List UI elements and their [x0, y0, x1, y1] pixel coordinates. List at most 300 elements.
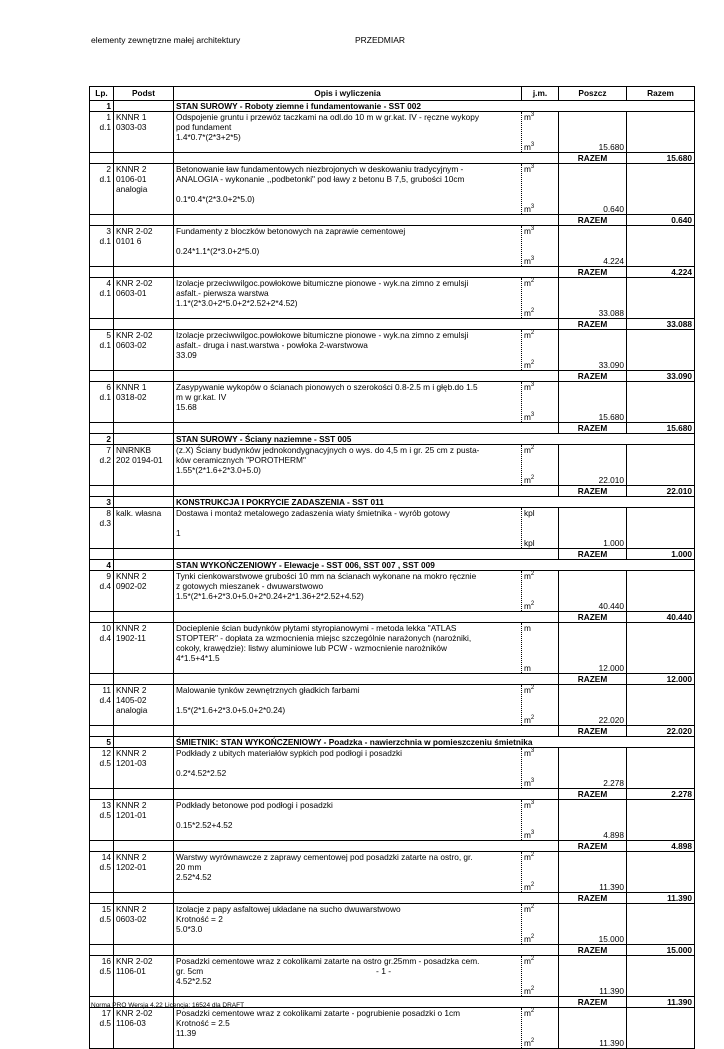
item-description-line: Izolacje z papy asfaltowej układane na sucho dwuwarstwowo [176, 904, 401, 914]
item-quantity: 11.390 [559, 852, 627, 893]
item-calculation: 1.1*(2*3.0+2*5.0+2*2.52+2*4.52) [176, 298, 298, 308]
item-description-line: Krotność = 2 [176, 914, 223, 924]
item-unit-spacer [524, 643, 556, 653]
table-row [90, 382, 695, 423]
item-description-line: Posadzki cementowe wraz z cokolikami zatarte - pogrubienie posadzki o 1cm [176, 1008, 461, 1018]
sum-blank-opis [174, 319, 559, 330]
table-header-row [90, 87, 695, 101]
section-title: STAN SUROWY - Roboty ziemne i fundamentowanie - SST 002 [174, 101, 695, 112]
sum-blank-podst [114, 674, 174, 685]
item-number: 17 [101, 1008, 111, 1018]
item-unit-spacer [524, 695, 556, 705]
section-row [90, 434, 695, 445]
sum-label: RAZEM [559, 549, 627, 560]
item-description-line: Podkłady betonowe pod podłogi i posadzki [176, 800, 333, 810]
item-lp [90, 1008, 114, 1049]
item-unit-cell [522, 508, 559, 549]
sum-blank-podst [114, 549, 174, 560]
item-calculation: 2.52*4.52 [176, 872, 212, 882]
item-quantity: 15.680 [559, 112, 627, 153]
sum-blank-podst [114, 423, 174, 434]
item-unit-cell [522, 800, 559, 841]
item-basis-line: 0318-02 [116, 392, 147, 402]
sum-blank-podst [114, 215, 174, 226]
sum-blank-lp [90, 726, 114, 737]
section-row [90, 497, 695, 508]
item-unit-bottom: m [524, 715, 531, 725]
sum-blank-lp [90, 841, 114, 852]
item-basis-line: 1106-01 [116, 966, 146, 976]
col-header-poszcz: Poszcz [559, 87, 627, 101]
item-description [174, 330, 522, 371]
sum-label: RAZEM [559, 486, 627, 497]
item-quantity: 11.390 [559, 1008, 627, 1049]
item-description-line: z gotowych mieszanek - dwuwarstwowo [176, 581, 324, 591]
item-calculation: 1.4*0.7*(2*3+2*5) [176, 132, 241, 142]
item-description [174, 445, 522, 486]
item-description [174, 852, 522, 893]
item-number: 8 [106, 508, 111, 518]
item-section-ref: d.5 [99, 966, 111, 976]
item-lp [90, 800, 114, 841]
sum-blank-opis [174, 549, 559, 560]
sum-row [90, 893, 695, 904]
item-unit-top: m [524, 112, 531, 122]
item-description-spacer [176, 236, 519, 246]
sum-value: 4.224 [627, 267, 695, 278]
item-basis-line: KNNR 2 [116, 852, 147, 862]
sum-row [90, 215, 695, 226]
item-basis-line: 0603-02 [116, 340, 147, 350]
item-basis [114, 748, 174, 789]
section-title: ŚMIETNIK: STAN WYKOŃCZENIOWY - Poadzka - nawierzchnia w pomieszczeniu śmietnika [174, 737, 695, 748]
item-lp [90, 904, 114, 945]
item-calculation: 1.55*(2*1.6+2*3.0+5.0) [176, 465, 261, 475]
item-unit-bottom: kpl [524, 538, 535, 548]
item-description-line: m w gr.kat. IV [176, 392, 227, 402]
item-unit-spacer [524, 914, 556, 924]
item-description [174, 278, 522, 319]
item-number: 10 [101, 623, 111, 633]
item-description [174, 800, 522, 841]
item-basis-line: KNNR 2 [116, 800, 147, 810]
item-calculation: 1 [176, 528, 181, 538]
item-unit-cell [522, 956, 559, 997]
item-description [174, 112, 522, 153]
item-description [174, 508, 522, 549]
section-number: 4 [90, 560, 114, 571]
item-description-line: asfalt.- pierwsza warstwa [176, 288, 269, 298]
item-calculation: 33.09 [176, 350, 197, 360]
item-description [174, 956, 522, 997]
section-number: 3 [90, 497, 114, 508]
item-section-ref: d.5 [99, 810, 111, 820]
unit-exponent: 3 [530, 226, 535, 233]
unit-exponent: 3 [530, 748, 535, 755]
table-row [90, 1008, 695, 1049]
item-basis-line: 0902-02 [116, 581, 147, 591]
item-calculation: 1.5*(2*1.6+2*3.0+5.0+2*0.24) [176, 705, 286, 715]
section-podst-empty [114, 560, 174, 571]
item-calculation: 0.15*2.52+4.52 [176, 820, 233, 830]
item-unit-bottom: m [524, 204, 531, 214]
section-row [90, 101, 695, 112]
sum-blank-lp [90, 549, 114, 560]
item-unit-top: m [524, 852, 531, 862]
item-total-empty [627, 382, 695, 423]
sum-blank-opis [174, 726, 559, 737]
item-section-ref: d.1 [99, 122, 111, 132]
sum-value: 33.090 [627, 371, 695, 382]
item-unit-top: m [524, 1008, 531, 1018]
item-lp [90, 445, 114, 486]
item-quantity: 1.000 [559, 508, 627, 549]
item-number: 16 [101, 956, 111, 966]
item-section-ref: d.5 [99, 758, 111, 768]
item-unit-bottom: m [524, 256, 531, 266]
item-unit-bottom: m [524, 934, 531, 944]
item-unit-spacer [524, 705, 556, 715]
sum-blank-opis [174, 945, 559, 956]
item-basis [114, 330, 174, 371]
unit-exponent: 2 [530, 956, 535, 963]
item-unit-spacer [524, 528, 556, 538]
sum-label: RAZEM [559, 789, 627, 800]
item-total-empty [627, 278, 695, 319]
section-title: KONSTRUKCJA I POKRYCIE ZADASZENIA - SST 011 [174, 497, 695, 508]
unit-exponent: 2 [530, 360, 535, 367]
section-podst-empty [114, 497, 174, 508]
item-unit-spacer [524, 862, 556, 872]
sum-row [90, 371, 695, 382]
sum-value: 15.000 [627, 945, 695, 956]
item-quantity: 22.010 [559, 445, 627, 486]
item-unit-spacer [524, 184, 556, 194]
unit-exponent: 2 [530, 601, 535, 608]
item-unit-cell [522, 852, 559, 893]
item-description-line: Docieplenie ścian budynków płytami styropianowymi - metoda lekka "ATLAS [176, 623, 457, 633]
unit-exponent: 2 [530, 330, 535, 337]
unit-exponent: 3 [530, 142, 535, 149]
item-description-line: ANALOGIA - wykonanie ,,podbetonki" pod ławy z betonu B 7,5, grubości 10cm [176, 174, 465, 184]
item-unit-bottom: m [524, 778, 531, 788]
item-description-line: Podkłady z ubitych materiałów sypkich pod podłogi i posadzki [176, 748, 402, 758]
item-unit-spacer [524, 236, 556, 246]
item-unit-spacer [524, 591, 556, 601]
item-unit-cell [522, 685, 559, 726]
item-unit-spacer [524, 653, 556, 663]
item-unit-bottom: m [524, 308, 531, 318]
sum-value: 11.390 [627, 893, 695, 904]
unit-exponent: 3 [530, 204, 535, 211]
page-number: - 1 - [376, 966, 392, 976]
item-lp [90, 112, 114, 153]
item-unit-spacer [524, 1028, 556, 1038]
section-podst-empty [114, 434, 174, 445]
item-description-line: pod fundament [176, 122, 232, 132]
sum-value: 4.898 [627, 841, 695, 852]
item-lp [90, 571, 114, 612]
unit-exponent: 2 [530, 715, 535, 722]
item-unit-cell [522, 445, 559, 486]
sum-label: RAZEM [559, 893, 627, 904]
item-section-ref: d.3 [99, 518, 111, 528]
item-description [174, 571, 522, 612]
item-description-spacer [176, 518, 519, 528]
table-row [90, 852, 695, 893]
item-calculation: 0.1*0.4*(2*3.0+2*5.0) [176, 194, 255, 204]
unit-exponent: 2 [530, 445, 535, 452]
sum-label: RAZEM [559, 726, 627, 737]
item-section-ref: d.5 [99, 914, 111, 924]
item-unit-cell [522, 164, 559, 215]
item-unit-spacer [524, 350, 556, 360]
item-total-empty [627, 904, 695, 945]
sum-blank-lp [90, 319, 114, 330]
col-header-jm: j.m. [522, 87, 559, 101]
sum-value: 15.680 [627, 153, 695, 164]
sum-blank-podst [114, 789, 174, 800]
item-basis-line: KNNR 2 [116, 748, 147, 758]
section-number: 2 [90, 434, 114, 445]
item-total-empty [627, 571, 695, 612]
sum-blank-podst [114, 726, 174, 737]
table-row [90, 330, 695, 371]
sum-label: RAZEM [559, 319, 627, 330]
item-unit-top: m [524, 278, 531, 288]
item-basis-line: KNR 2-02 [116, 278, 153, 288]
sum-blank-opis [174, 841, 559, 852]
bill-of-quantities-table [89, 86, 695, 1049]
item-basis-line: KNNR 1 [116, 382, 147, 392]
item-description-line: 20 mm [176, 862, 202, 872]
item-calculation: 11.39 [176, 1028, 197, 1038]
table-row [90, 278, 695, 319]
item-basis-line: KNR 2-02 [116, 1008, 153, 1018]
item-basis-line: KNNR 1 [116, 112, 147, 122]
item-section-ref: d.1 [99, 340, 111, 350]
item-basis-line: 1902-11 [116, 633, 146, 643]
item-calculation: 0.24*1.1*(2*3.0+2*5.0) [176, 246, 260, 256]
item-description [174, 623, 522, 674]
item-description [174, 1008, 522, 1049]
sum-value: 0.640 [627, 215, 695, 226]
item-description-line: Fundamenty z bloczków betonowych na zaprawie cementowej [176, 226, 406, 236]
unit-exponent: 3 [530, 778, 535, 785]
sum-blank-lp [90, 215, 114, 226]
sum-blank-lp [90, 789, 114, 800]
unit-exponent: 2 [530, 1008, 535, 1015]
item-lp [90, 226, 114, 267]
item-description-line: Dostawa i montaż metalowego zadaszenia wiaty śmietnika - wyrób gotowy [176, 508, 450, 518]
sum-blank-lp [90, 945, 114, 956]
sum-label: RAZEM [559, 841, 627, 852]
table-row [90, 226, 695, 267]
item-lp [90, 623, 114, 674]
item-unit-bottom: m [524, 830, 531, 840]
item-unit-cell [522, 226, 559, 267]
table-row [90, 623, 695, 674]
item-description-line: STOPTER" - dopłata za wzmocnienia miejsc szczególnie narażonych (narożniki, [176, 633, 472, 643]
sum-label: RAZEM [559, 267, 627, 278]
item-lp [90, 956, 114, 997]
item-section-ref: d.2 [99, 455, 111, 465]
unit-exponent: 2 [530, 934, 535, 941]
item-section-ref: d.5 [99, 1018, 111, 1028]
item-unit-cell [522, 278, 559, 319]
section-number: 5 [90, 737, 114, 748]
item-description-line: Warstwy wyrównawcze z zaprawy cementowej pod posadzki zatarte na ostro, gr. [176, 852, 473, 862]
item-unit-spacer [524, 194, 556, 204]
sum-blank-podst [114, 612, 174, 623]
item-description-line: Izolacje przeciwwilgoc.powłokowe bitumiczne pionowe - wyk.na zimno z emulsji [176, 330, 469, 340]
item-number: 1 [106, 112, 111, 122]
item-unit-bottom: m [524, 986, 531, 996]
item-description [174, 904, 522, 945]
item-unit-top: m [524, 748, 531, 758]
item-unit-top: m [524, 623, 531, 633]
sum-blank-opis [174, 674, 559, 685]
item-basis-line: 0603-01 [116, 288, 147, 298]
sum-blank-lp [90, 267, 114, 278]
item-unit-top: m [524, 571, 531, 581]
item-basis-line: 1405-02 [116, 695, 147, 705]
item-number: 12 [101, 748, 111, 758]
item-total-empty [627, 800, 695, 841]
sum-blank-opis [174, 215, 559, 226]
item-quantity: 12.000 [559, 623, 627, 674]
unit-exponent: 3 [530, 412, 535, 419]
item-description-line: Zasypywanie wykopów o ścianach pionowych o szerokości 0.8-2.5 m i głęb.do 1.5 [176, 382, 478, 392]
item-description-line: Izolacje przeciwwilgoc.powłokowe bitumiczne pionowe - wyk.na zimno z emulsji [176, 278, 469, 288]
col-header-lp: Lp. [90, 87, 114, 101]
unit-exponent: 2 [530, 904, 535, 911]
sum-value: 15.680 [627, 423, 695, 434]
section-podst-empty [114, 101, 174, 112]
sum-blank-podst [114, 486, 174, 497]
item-description-spacer [176, 184, 519, 194]
table-row [90, 508, 695, 549]
item-total-empty [627, 226, 695, 267]
item-unit-spacer [524, 976, 556, 986]
sum-row [90, 267, 695, 278]
item-unit-top: m [524, 800, 531, 810]
item-unit-spacer [524, 820, 556, 830]
item-total-empty [627, 164, 695, 215]
unit-exponent: 2 [530, 308, 535, 315]
item-basis-line: KNNR 2 [116, 571, 147, 581]
item-section-ref: d.1 [99, 288, 111, 298]
item-total-empty [627, 685, 695, 726]
item-unit-bottom: m [524, 601, 531, 611]
sum-row [90, 153, 695, 164]
item-quantity: 15.000 [559, 904, 627, 945]
item-description [174, 164, 522, 215]
item-basis [114, 112, 174, 153]
item-basis [114, 508, 174, 549]
item-basis-line: 0603-02 [116, 914, 147, 924]
item-description-spacer [176, 695, 519, 705]
sum-value: 12.000 [627, 674, 695, 685]
item-description-line: Odspojenie gruntu i przewóz taczkami na odl.do 10 m w gr.kat. IV - ręczne wykopy [176, 112, 479, 122]
item-number: 13 [101, 800, 111, 810]
sum-label: RAZEM [559, 945, 627, 956]
item-unit-spacer [524, 966, 556, 976]
sum-blank-podst [114, 319, 174, 330]
item-basis [114, 164, 174, 215]
item-basis [114, 956, 174, 997]
sum-value: 2.278 [627, 789, 695, 800]
item-unit-top: m [524, 445, 531, 455]
item-unit-top: kpl [524, 508, 535, 518]
sum-blank-lp [90, 674, 114, 685]
item-section-ref: d.4 [99, 581, 111, 591]
item-description-line: Krotność = 2.5 [176, 1018, 230, 1028]
item-basis-line: 0101 6 [116, 236, 142, 246]
item-unit-spacer [524, 340, 556, 350]
item-description [174, 382, 522, 423]
col-header-razem: Razem [627, 87, 695, 101]
table-row [90, 956, 695, 997]
item-unit-bottom: m [524, 142, 531, 152]
item-calculation: 0.2*4.52*2.52 [176, 768, 227, 778]
unit-exponent: 3 [530, 830, 535, 837]
item-number: 3 [106, 226, 111, 236]
item-total-empty [627, 330, 695, 371]
item-basis [114, 226, 174, 267]
item-description-line: Betonowanie ław fundamentowych niezbrojonych w deskowaniu tradycyjnym - [176, 164, 464, 174]
sum-blank-opis [174, 789, 559, 800]
sum-blank-opis [174, 371, 559, 382]
sum-blank-opis [174, 153, 559, 164]
item-unit-spacer [524, 633, 556, 643]
item-basis [114, 571, 174, 612]
item-basis [114, 623, 174, 674]
table-row [90, 571, 695, 612]
section-row [90, 737, 695, 748]
sum-value: 22.010 [627, 486, 695, 497]
item-calculation: 15.68 [176, 402, 197, 412]
sum-blank-opis [174, 267, 559, 278]
sum-row [90, 841, 695, 852]
item-basis-line: 1201-01 [116, 810, 147, 820]
item-basis-line: 0303-03 [116, 122, 147, 132]
item-description-line: asfalt.- druga i nast.warstwa - powłoka 2-warstwowa [176, 340, 368, 350]
item-basis-line: 1201-03 [116, 758, 147, 768]
item-quantity: 11.390 [559, 956, 627, 997]
unit-exponent: 2 [530, 882, 535, 889]
item-description-spacer [176, 758, 519, 768]
item-description [174, 748, 522, 789]
item-description [174, 685, 522, 726]
document-type: PRZEDMIAR [355, 35, 406, 45]
unit-exponent: 2 [530, 278, 535, 285]
sum-blank-lp [90, 423, 114, 434]
sum-value: 33.088 [627, 319, 695, 330]
table-row [90, 685, 695, 726]
table-body [90, 101, 695, 1049]
item-unit-bottom: m [524, 882, 531, 892]
section-title: STAN SUROWY - Ściany naziemne - SST 005 [174, 434, 695, 445]
sum-blank-opis [174, 486, 559, 497]
item-basis [114, 445, 174, 486]
item-description [174, 226, 522, 267]
item-lp [90, 278, 114, 319]
item-unit-top: m [524, 685, 531, 695]
table-row [90, 112, 695, 153]
section-podst-empty [114, 737, 174, 748]
item-basis-line: KNR 2-02 [116, 956, 153, 966]
